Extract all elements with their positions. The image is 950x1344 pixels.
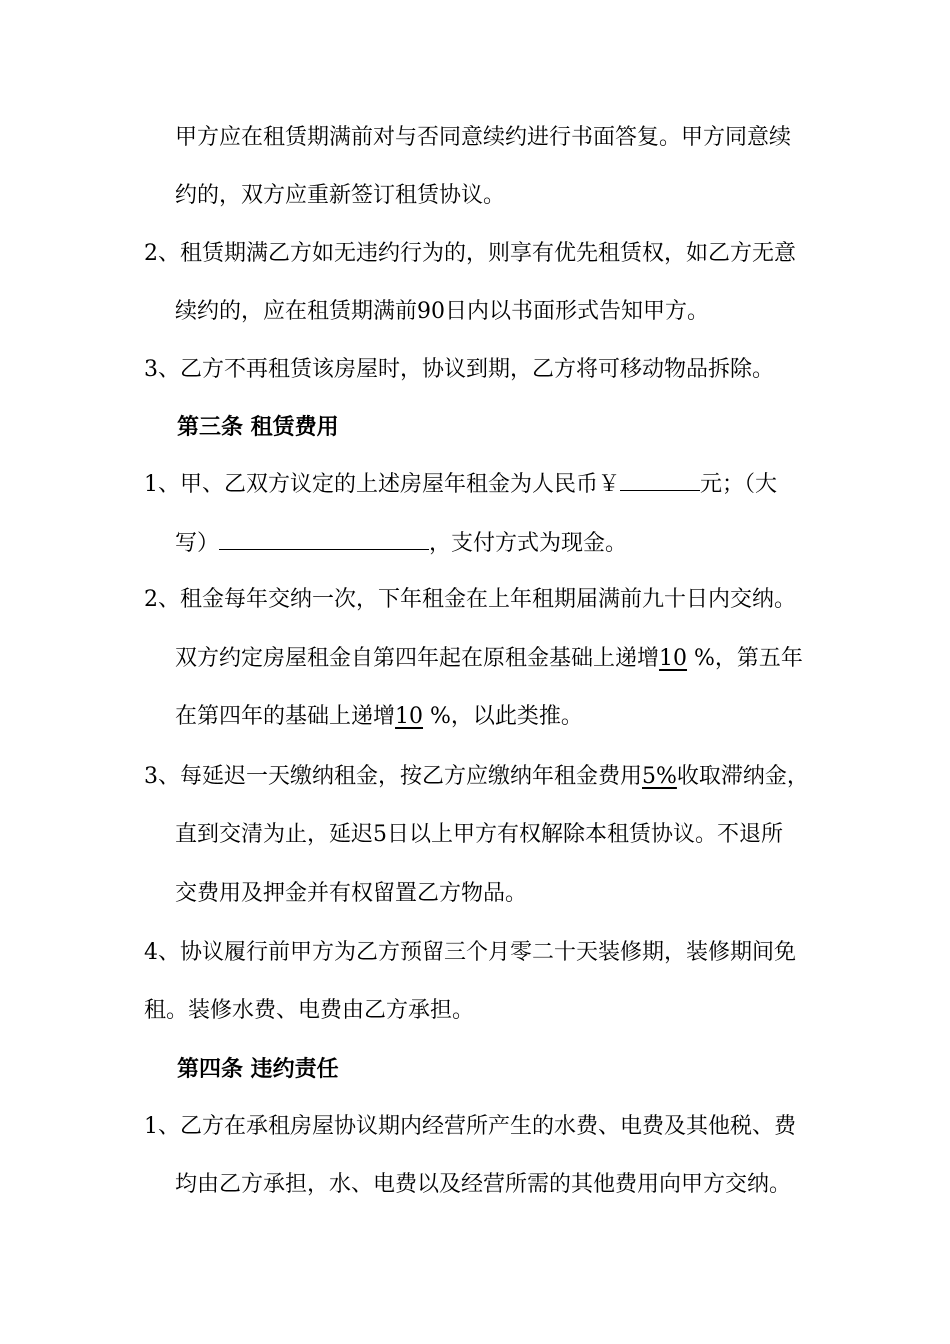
paragraph-line: 交费用及押金并有权留置乙方物品。	[175, 881, 528, 906]
rent-increase-suffix: %，第五年	[687, 646, 803, 671]
late-fee-rate: 5%	[642, 764, 677, 789]
paragraph-line: 约的，双方应重新签订租赁协议。	[175, 183, 506, 208]
paragraph-line: 续约的，应在租赁期满前90日内以书面形式告知甲方。	[175, 299, 709, 324]
rent-uppercase-blank	[219, 527, 429, 550]
increase-rate-4th-year: 10	[659, 646, 688, 671]
rent-amount-prefix: 1、甲、乙双方议定的上述房屋年租金为人民币￥	[144, 472, 620, 497]
paragraph-line: 直到交清为止，延迟5日以上甲方有权解除本租赁协议。不退所	[175, 822, 783, 847]
increase-rate-5th-year: 10	[395, 704, 424, 729]
payment-method-text: ，支付方式为现金。	[429, 531, 628, 556]
section-heading-article-4: 第四条 违约责任	[177, 1056, 339, 1082]
paragraph-line: 租。装修水费、电费由乙方承担。	[144, 998, 475, 1023]
clause-2-line: 2、租金每年交纳一次，下年租金在上年租期届满前九十日内交纳。	[144, 587, 796, 612]
rent-amount-suffix: 元；（大	[700, 472, 778, 497]
paragraph-line: 甲方应在租赁期满前对与否同意续约进行书面答复。甲方同意续	[175, 125, 792, 150]
late-fee-line	[144, 762, 809, 792]
clause-2-line: 2、租赁期满乙方如无违约行为的，则享有优先租赁权，如乙方无意	[144, 241, 796, 266]
rent-uppercase-line	[175, 527, 627, 557]
uppercase-prefix: 写）	[175, 531, 220, 556]
late-fee-suffix: 收取滞纳金，	[676, 764, 809, 789]
section-heading-article-3: 第三条 租赁费用	[177, 414, 339, 440]
rent-increase-line	[175, 644, 803, 674]
paragraph-line: 均由乙方承担，水、电费以及经营所需的其他费用向甲方交纳。	[175, 1172, 792, 1197]
rent-increase-text: 在第四年的基础上递增	[175, 704, 396, 729]
clause-4-line: 4、协议履行前甲方为乙方预留三个月零二十天装修期，装修期间免	[144, 940, 796, 965]
clause-1-line: 1、乙方在承租房屋协议期内经营所产生的水费、电费及其他税、费	[144, 1114, 796, 1139]
late-fee-text: 3、每延迟一天缴纳租金，按乙方应缴纳年租金费用	[144, 764, 642, 789]
rent-amount-line	[144, 468, 777, 498]
rent-amount-blank	[620, 468, 700, 491]
clause-3-line: 3、乙方不再租赁该房屋时，协议到期，乙方将可移动物品拆除。	[144, 357, 774, 382]
rent-increase-text: 双方约定房屋租金自第四年起在原租金基础上递增	[175, 646, 660, 671]
rent-increase-line-2	[175, 702, 583, 732]
rent-increase-suffix: %，以此类推。	[423, 704, 583, 729]
